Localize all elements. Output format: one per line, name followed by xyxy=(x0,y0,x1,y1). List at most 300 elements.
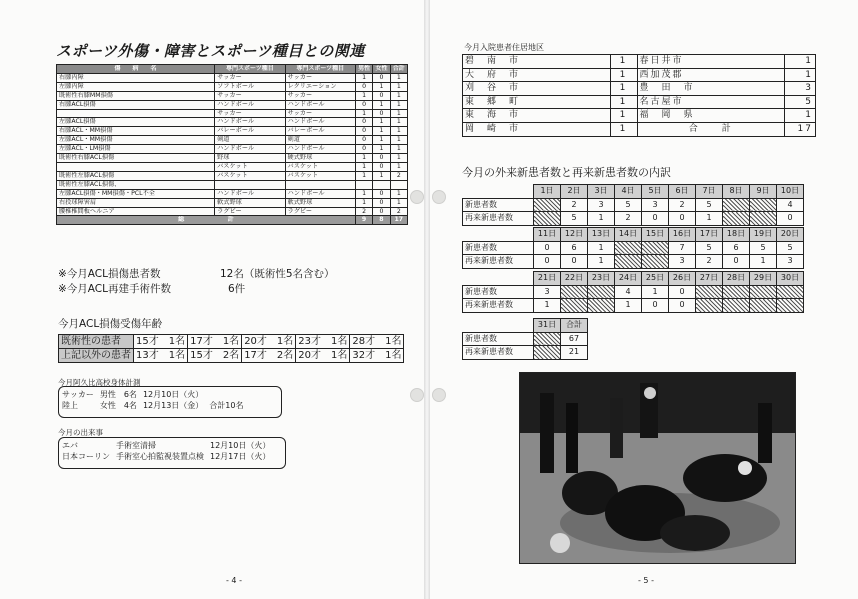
calendar-date: 31日 xyxy=(534,319,561,333)
residence-count: 1 xyxy=(785,68,816,82)
count-cell: 1 xyxy=(390,109,407,118)
measurement-cell: サッカー xyxy=(62,390,94,399)
calendar-date: 合計 xyxy=(561,319,588,333)
residence-count: 1 xyxy=(610,122,637,136)
residence-area: 岡 崎 市 xyxy=(463,122,611,136)
calendar-cell: 2 xyxy=(561,198,588,212)
residence-area: 碧 南 市 xyxy=(463,55,611,69)
age-row xyxy=(59,349,404,363)
count-cell: 1 xyxy=(373,171,390,180)
events-table xyxy=(59,440,273,462)
calendar-date: 28日 xyxy=(723,272,750,286)
calendar-date: 9日 xyxy=(750,185,777,199)
table-row xyxy=(57,127,408,136)
total-label: 総 計 xyxy=(57,216,356,225)
count-cell: 1 xyxy=(390,82,407,91)
count-cell: 1 xyxy=(390,189,407,198)
table-cell: 右膝ACL損傷 xyxy=(57,100,215,109)
events-title: 今月の出来事 xyxy=(58,428,103,437)
age-section-title: 今月ACL損傷受傷年齢 xyxy=(58,318,163,330)
table-cell: バスケット xyxy=(285,171,355,180)
count-cell: 1 xyxy=(355,154,372,163)
calendar-row-label: 再来新患者数 xyxy=(463,299,534,313)
table-row xyxy=(57,198,408,207)
table-cell: 右膝ACL・MM損傷 xyxy=(57,127,215,136)
total-sum: 17 xyxy=(390,216,407,225)
calendar-date: 25日 xyxy=(642,272,669,286)
calendar-date: 24日 xyxy=(615,272,642,286)
calendar-date: 3日 xyxy=(588,185,615,199)
calendar-date: 8日 xyxy=(723,185,750,199)
calendar-cell: 2 xyxy=(669,198,696,212)
table-cell: 既術性左膝ACL損傷 xyxy=(57,171,215,180)
table-cell: バスケット xyxy=(215,162,285,171)
table-row xyxy=(57,189,408,198)
calendar-cell: 0 xyxy=(534,255,561,269)
calendar-corner xyxy=(463,272,534,286)
table-cell: 左膝ACL・LM損傷 xyxy=(57,145,215,154)
calendar-return-row xyxy=(463,212,804,226)
calendar-cell: 0 xyxy=(723,255,750,269)
calendar-date: 10日 xyxy=(777,185,804,199)
table-cell: 既術性右膝MM損傷 xyxy=(57,91,215,100)
table-cell: サッカー xyxy=(285,73,355,82)
event-cell: 手術室清掃 xyxy=(116,441,156,450)
count-cell: 1 xyxy=(373,136,390,145)
table-row xyxy=(57,82,408,91)
table-cell: 硬式野球 xyxy=(285,154,355,163)
injury-table-body xyxy=(57,73,408,216)
calendar-new-row xyxy=(463,285,804,299)
binding-hole xyxy=(432,190,446,204)
table-cell: ハンドボール xyxy=(215,118,285,127)
calendar-block-1 xyxy=(462,184,804,226)
header-female: 女性 xyxy=(373,65,390,74)
count-cell: 0 xyxy=(355,145,372,154)
residence-area: 福 岡 県 xyxy=(637,109,785,123)
calendar-date-row xyxy=(463,319,588,333)
total-female: 8 xyxy=(373,216,390,225)
table-cell: ハンドボール xyxy=(285,189,355,198)
table-row xyxy=(57,100,408,109)
calendar-cell xyxy=(534,346,561,360)
residence-area: 東 郷 町 xyxy=(463,95,611,109)
calendar-date: 6日 xyxy=(669,185,696,199)
count-cell: 2 xyxy=(355,207,372,216)
age-cell: 15才 2名 xyxy=(188,349,242,363)
calendar-cell: 5 xyxy=(561,212,588,226)
residence-count: 3 xyxy=(785,82,816,96)
calendar-date: 1日 xyxy=(534,185,561,199)
table-cell: ハンドボール xyxy=(215,189,285,198)
table-cell: 右膝内障 xyxy=(57,73,215,82)
measurement-cell: 合計10名 xyxy=(209,401,244,410)
event-cell: 12月17日（火） xyxy=(210,452,271,461)
age-cell: 17才 1名 xyxy=(188,335,242,349)
calendar-cell xyxy=(588,299,615,313)
calendar-row-label: 再来新患者数 xyxy=(463,255,534,269)
calendar-cell: 67 xyxy=(561,332,588,346)
residence-table-body xyxy=(463,55,816,137)
calendar-cell: 0 xyxy=(669,285,696,299)
count-cell: 0 xyxy=(373,162,390,171)
table-row xyxy=(57,180,408,189)
count-cell xyxy=(390,180,407,189)
residence-count: 1 xyxy=(610,55,637,69)
calendar-cell: 1 xyxy=(588,241,615,255)
calendar-date: 16日 xyxy=(669,228,696,242)
event-row xyxy=(59,451,273,462)
count-cell: 0 xyxy=(373,91,390,100)
calendar-date: 22日 xyxy=(561,272,588,286)
calendar-date: 21日 xyxy=(534,272,561,286)
table-row xyxy=(57,145,408,154)
book-spine xyxy=(424,0,430,599)
calendar-cell: 3 xyxy=(777,255,804,269)
calendar-cell: 0 xyxy=(561,255,588,269)
table-cell: ハンドボール xyxy=(285,118,355,127)
calendar-cell xyxy=(777,299,804,313)
count-cell: 1 xyxy=(373,145,390,154)
calendar-cell: 1 xyxy=(588,255,615,269)
acl-reop-value: 6件 xyxy=(228,283,246,295)
calendar-cell xyxy=(750,299,777,313)
header-male: 男性 xyxy=(355,65,372,74)
count-cell xyxy=(373,180,390,189)
rugby-photo-image xyxy=(520,373,795,563)
table-cell: 左膝ACL損傷・MM損傷・PCL不全 xyxy=(57,189,215,198)
count-cell: 0 xyxy=(373,109,390,118)
table-cell: レクリエーション xyxy=(285,82,355,91)
calendar-date: 2日 xyxy=(561,185,588,199)
count-cell: 1 xyxy=(355,171,372,180)
table-cell: 軟式野球 xyxy=(215,198,285,207)
residence-area: 西加茂郡 xyxy=(637,68,785,82)
table-row xyxy=(57,118,408,127)
measurement-cell: 12月13日（金） xyxy=(142,401,204,410)
residence-table xyxy=(462,54,816,137)
table-cell: 野球 xyxy=(215,154,285,163)
age-cell: 20才 1名 xyxy=(242,335,296,349)
age-table-body xyxy=(59,335,404,363)
calendar-cell: 1 xyxy=(588,212,615,226)
age-cell: 15才 1名 xyxy=(134,335,188,349)
calendar-date: 14日 xyxy=(615,228,642,242)
calendar-cell xyxy=(561,299,588,313)
count-cell: 1 xyxy=(390,145,407,154)
table-row xyxy=(57,91,408,100)
table-cell: サッカー xyxy=(215,91,285,100)
measurement-row xyxy=(59,400,246,411)
residence-count: 1 xyxy=(785,109,816,123)
calendar-return-row xyxy=(463,299,804,313)
calendar-cell: 3 xyxy=(534,285,561,299)
header-sport-1: 専門スポーツ種目 xyxy=(215,65,285,74)
residence-area: 大 府 市 xyxy=(463,68,611,82)
calendar-cell: 0 xyxy=(534,241,561,255)
count-cell: 1 xyxy=(390,100,407,109)
count-cell: 0 xyxy=(373,198,390,207)
calendar-cell xyxy=(696,299,723,313)
residence-area: 名古屋市 xyxy=(637,95,785,109)
injury-sport-table xyxy=(56,64,408,225)
residence-count: 17 xyxy=(785,122,816,136)
events-box xyxy=(58,437,286,469)
total-male: 9 xyxy=(355,216,372,225)
calendar-cell xyxy=(642,255,669,269)
table-cell: サッカー xyxy=(285,91,355,100)
table-row xyxy=(57,73,408,82)
acl-reop-count xyxy=(58,281,246,296)
table-cell: 剣道 xyxy=(215,136,285,145)
table-cell: サッカー xyxy=(215,109,285,118)
calendar-date-row xyxy=(463,272,804,286)
calendar-cell: 1 xyxy=(696,212,723,226)
calendar-cell xyxy=(696,285,723,299)
table-cell: ラグビー xyxy=(285,207,355,216)
residence-count: 1 xyxy=(610,109,637,123)
count-cell: 0 xyxy=(373,207,390,216)
count-cell: 0 xyxy=(373,154,390,163)
calendar-date: 18日 xyxy=(723,228,750,242)
calendar-date: 23日 xyxy=(588,272,615,286)
event-cell: エバ xyxy=(62,441,78,450)
count-cell: 1 xyxy=(355,162,372,171)
calendar-cell: 7 xyxy=(669,241,696,255)
table-row xyxy=(57,171,408,180)
calendar-cell: 4 xyxy=(777,198,804,212)
table-header-row xyxy=(57,65,408,74)
calendar-cell: 0 xyxy=(777,212,804,226)
table-cell: ラグビー xyxy=(215,207,285,216)
measurement-title: 今月阿久比高校身体計測 xyxy=(58,378,141,387)
acl-reop-label: ※今月ACL再建手術件数 xyxy=(58,283,171,295)
table-cell: 左膝内障 xyxy=(57,82,215,91)
calendar-date: 7日 xyxy=(696,185,723,199)
residence-row xyxy=(463,109,816,123)
table-cell: 左膝ACL損傷 xyxy=(57,118,215,127)
calendar-date: 4日 xyxy=(615,185,642,199)
calendar-cell: 5 xyxy=(750,241,777,255)
count-cell: 1 xyxy=(355,189,372,198)
count-cell: 1 xyxy=(373,127,390,136)
table-cell: バレーボール xyxy=(215,127,285,136)
table-cell: サッカー xyxy=(285,109,355,118)
calendar-cell: 2 xyxy=(615,212,642,226)
total-row xyxy=(57,216,408,225)
table-cell: 軟式野球 xyxy=(285,198,355,207)
residence-count: 1 xyxy=(785,55,816,69)
calendar-new-row xyxy=(463,241,804,255)
measurement-cell xyxy=(206,389,246,400)
residence-count: 1 xyxy=(610,68,637,82)
event-row xyxy=(59,440,273,451)
measurement-row xyxy=(59,389,246,400)
calendar-cell xyxy=(777,285,804,299)
residence-row xyxy=(463,68,816,82)
calendar-block-2 xyxy=(462,227,804,269)
page-number-right: - 5 - xyxy=(638,576,654,585)
calendar-corner xyxy=(463,228,534,242)
calendar-date: 5日 xyxy=(642,185,669,199)
calendar-cell: 3 xyxy=(588,198,615,212)
count-cell: 1 xyxy=(390,127,407,136)
table-cell: 左膝ACL・MM損傷 xyxy=(57,136,215,145)
calendar-cell: 4 xyxy=(615,285,642,299)
table-row xyxy=(57,136,408,145)
count-cell: 0 xyxy=(355,136,372,145)
count-cell: 1 xyxy=(390,162,407,171)
table-cell: ソフトボール xyxy=(215,82,285,91)
residence-title: 今月入院患者住居地区 xyxy=(464,43,544,52)
age-cell: 20才 1名 xyxy=(296,349,350,363)
calendar-cell: 0 xyxy=(669,299,696,313)
count-cell: 1 xyxy=(355,109,372,118)
table-row xyxy=(57,109,408,118)
table-cell: ハンドボール xyxy=(285,100,355,109)
rugby-photo xyxy=(519,372,796,564)
calendar-cell: 1 xyxy=(642,285,669,299)
table-cell: 既術性右膝ACL損傷 xyxy=(57,154,215,163)
calendar-cell xyxy=(534,198,561,212)
calendar-row-label: 新患者数 xyxy=(463,285,534,299)
calendar-cell xyxy=(615,255,642,269)
calendar-row-label: 新患者数 xyxy=(463,332,534,346)
calendar-cell: 21 xyxy=(561,346,588,360)
residence-row xyxy=(463,122,816,136)
calendar-new-row xyxy=(463,198,804,212)
calendar-cell xyxy=(561,285,588,299)
count-cell: 1 xyxy=(355,73,372,82)
calendar-block-3 xyxy=(462,271,804,313)
residence-count: 5 xyxy=(785,95,816,109)
binding-hole xyxy=(410,388,424,402)
table-row xyxy=(57,154,408,163)
calendar-cell xyxy=(723,285,750,299)
binding-hole xyxy=(432,388,446,402)
table-cell xyxy=(57,109,215,118)
calendar-cell: 5 xyxy=(696,198,723,212)
measurement-cell: 女性 4名 xyxy=(99,401,137,410)
count-cell: 2 xyxy=(390,207,407,216)
count-cell: 1 xyxy=(390,198,407,207)
table-cell: ハンドボール xyxy=(285,145,355,154)
measurement-table xyxy=(59,389,246,411)
table-cell: バスケット xyxy=(215,171,285,180)
count-cell: 0 xyxy=(355,118,372,127)
table-row xyxy=(57,207,408,216)
age-cell: 28才 1名 xyxy=(350,335,404,349)
table-cell: ハンドボール xyxy=(215,100,285,109)
residence-area: 東 海 市 xyxy=(463,109,611,123)
count-cell: 1 xyxy=(373,118,390,127)
table-cell: サッカー xyxy=(215,73,285,82)
count-cell: 0 xyxy=(373,189,390,198)
count-cell: 1 xyxy=(390,91,407,100)
count-cell: 0 xyxy=(373,73,390,82)
residence-row xyxy=(463,95,816,109)
calendar-cell: 3 xyxy=(669,255,696,269)
calendar-cell: 1 xyxy=(750,255,777,269)
age-row-label: 既術性の患者 xyxy=(59,335,134,349)
age-cell: 17才 2名 xyxy=(242,349,296,363)
page-number-left: - 4 - xyxy=(226,576,242,585)
calendar-cell: 5 xyxy=(696,241,723,255)
calendar-cell: 0 xyxy=(642,299,669,313)
calendar-cell: 5 xyxy=(777,241,804,255)
calendar-cell: 5 xyxy=(615,198,642,212)
count-cell: 0 xyxy=(355,82,372,91)
calendar-block-4 xyxy=(462,318,588,360)
table-cell: 腰椎椎間板ヘルニア xyxy=(57,207,215,216)
header-total: 合計 xyxy=(390,65,407,74)
calendar-date: 11日 xyxy=(534,228,561,242)
calendar-new-row xyxy=(463,332,588,346)
count-cell: 1 xyxy=(390,73,407,82)
table-cell: 剣道 xyxy=(285,136,355,145)
residence-row xyxy=(463,82,816,96)
residence-row xyxy=(463,55,816,69)
event-cell: 日本コーリン xyxy=(62,452,110,461)
calendar-corner xyxy=(463,319,534,333)
table-row xyxy=(57,162,408,171)
age-cell: 23才 1名 xyxy=(296,335,350,349)
calendar-cell xyxy=(723,299,750,313)
count-cell: 1 xyxy=(373,100,390,109)
calendar-cell xyxy=(615,241,642,255)
calendar-cell: 0 xyxy=(669,212,696,226)
measurement-cell: 男性 6名 xyxy=(99,390,137,399)
count-cell: 2 xyxy=(390,171,407,180)
header-sport-2: 専門スポーツ種目 xyxy=(285,65,355,74)
calendar-date: 13日 xyxy=(588,228,615,242)
calendar-cell: 6 xyxy=(723,241,750,255)
calendar-cell xyxy=(723,212,750,226)
age-table xyxy=(58,334,404,363)
age-cell: 32才 1名 xyxy=(350,349,404,363)
measurement-cell: 12月10日（火） xyxy=(142,390,204,399)
calendar-date: 17日 xyxy=(696,228,723,242)
calendar-cell: 2 xyxy=(696,255,723,269)
age-row xyxy=(59,335,404,349)
table-cell: 右投球障害肩 xyxy=(57,198,215,207)
table-cell: バスケット xyxy=(285,162,355,171)
calendar-row-label: 再来新患者数 xyxy=(463,212,534,226)
residence-count: 1 xyxy=(610,95,637,109)
header-injury: 傷 病 名 xyxy=(57,65,215,74)
binding-hole xyxy=(410,190,424,204)
calendar-date: 26日 xyxy=(669,272,696,286)
calendar-return-row xyxy=(463,346,588,360)
count-cell: 0 xyxy=(355,100,372,109)
table-cell: 既術性左膝ACL損傷、 xyxy=(57,180,215,189)
table-cell: バレーボール xyxy=(285,127,355,136)
calendar-cell xyxy=(534,212,561,226)
calendar-date: 19日 xyxy=(750,228,777,242)
table-cell xyxy=(57,162,215,171)
calendar-date-row xyxy=(463,228,804,242)
calendar-date: 12日 xyxy=(561,228,588,242)
residence-area: 豊 田 市 xyxy=(637,82,785,96)
residence-area: 刈 谷 市 xyxy=(463,82,611,96)
residence-count: 1 xyxy=(610,82,637,96)
calendar-cell: 0 xyxy=(642,212,669,226)
count-cell: 1 xyxy=(390,118,407,127)
calendar-row-label: 新患者数 xyxy=(463,198,534,212)
event-cell: 手術室心拍監視装置点検 xyxy=(116,452,204,461)
event-cell: 12月10日（火） xyxy=(210,441,271,450)
measurement-cell: 陸上 xyxy=(62,401,78,410)
